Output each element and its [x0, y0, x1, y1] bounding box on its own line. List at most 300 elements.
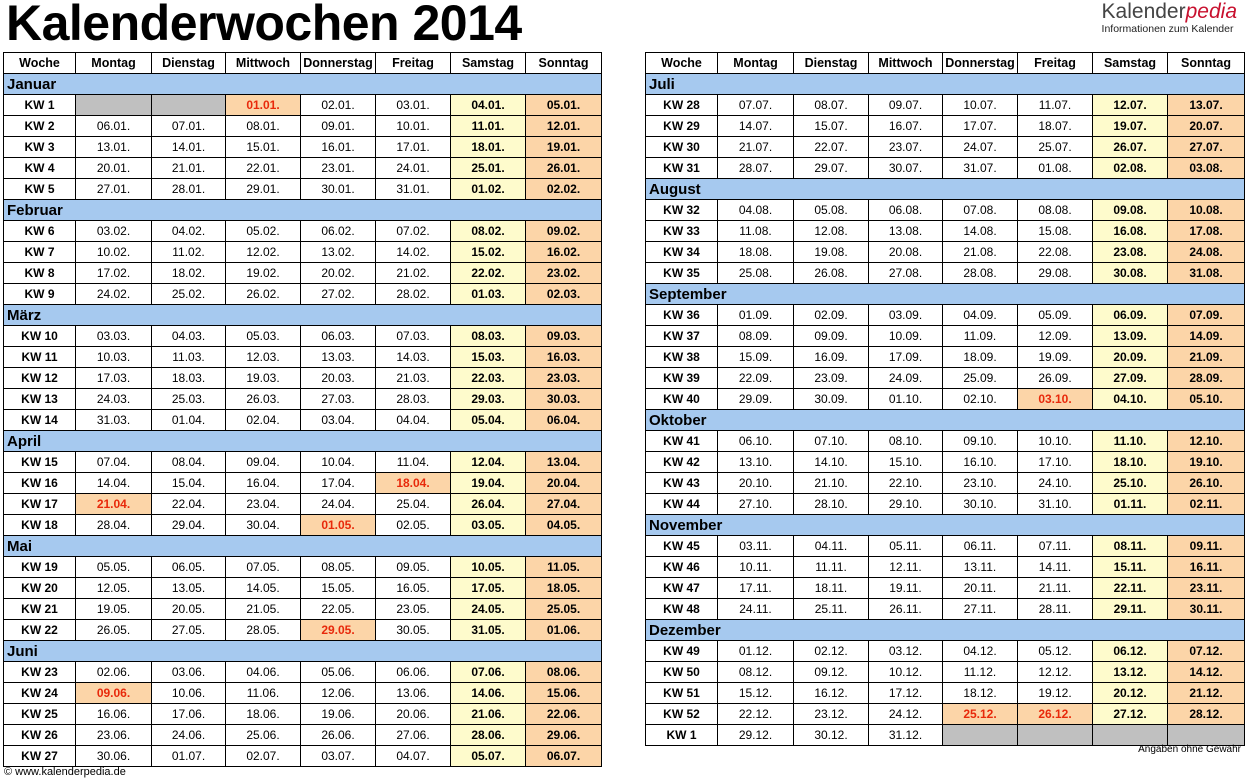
day-cell: 15.05. [301, 578, 376, 599]
week-row [4, 137, 602, 158]
day-cell: 03.06. [152, 662, 226, 683]
day-cell: 03.07. [301, 746, 376, 767]
day-cell: 09.01. [301, 116, 376, 137]
sunday-cell: 23.11. [1168, 578, 1245, 599]
saturday-cell: 20.12. [1093, 683, 1168, 704]
day-cell: 19.09. [1018, 347, 1093, 368]
sunday-cell: 27.07. [1168, 137, 1245, 158]
day-cell: 03.02. [76, 221, 152, 242]
day-cell: 01.10. [869, 389, 943, 410]
month-row [4, 74, 602, 95]
sunday-cell: 09.11. [1168, 536, 1245, 557]
month-label: November [646, 515, 1245, 536]
day-cell: 24.04. [301, 494, 376, 515]
saturday-cell: 18.01. [451, 137, 526, 158]
day-cell: 24.03. [76, 389, 152, 410]
saturday-cell: 18.10. [1093, 452, 1168, 473]
empty-cell [76, 95, 152, 116]
day-cell: 18.06. [226, 704, 301, 725]
sunday-cell: 07.12. [1168, 641, 1245, 662]
week-row [4, 326, 602, 347]
month-label: September [646, 284, 1245, 305]
day-cell: 29.08. [1018, 263, 1093, 284]
day-cell: 26.09. [1018, 368, 1093, 389]
day-cell: 04.06. [226, 662, 301, 683]
sunday-cell: 23.03. [526, 368, 602, 389]
day-cell: 04.03. [152, 326, 226, 347]
day-cell: 20.05. [152, 599, 226, 620]
column-header: Sonntag [1168, 53, 1245, 74]
day-cell: 14.04. [76, 473, 152, 494]
day-cell: 25.02. [152, 284, 226, 305]
day-cell: 01.07. [152, 746, 226, 767]
day-cell: 16.06. [76, 704, 152, 725]
day-cell: 09.10. [943, 431, 1018, 452]
saturday-cell: 08.02. [451, 221, 526, 242]
day-cell: 18.11. [794, 578, 869, 599]
holiday-cell: 09.06. [76, 683, 152, 704]
day-cell: 15.10. [869, 452, 943, 473]
day-cell: 31.10. [1018, 494, 1093, 515]
day-cell: 30.06. [76, 746, 152, 767]
day-cell: 22.05. [301, 599, 376, 620]
week-number: KW 46 [646, 557, 718, 578]
week-number: KW 50 [646, 662, 718, 683]
week-number: KW 5 [4, 179, 76, 200]
sunday-cell: 18.05. [526, 578, 602, 599]
day-cell: 05.11. [869, 536, 943, 557]
saturday-cell: 01.02. [451, 179, 526, 200]
day-cell: 16.01. [301, 137, 376, 158]
day-cell: 13.08. [869, 221, 943, 242]
day-cell: 08.05. [301, 557, 376, 578]
calendar-table-right [645, 52, 1245, 746]
week-row [4, 116, 602, 137]
sunday-cell: 24.08. [1168, 242, 1245, 263]
saturday-cell: 23.08. [1093, 242, 1168, 263]
sunday-cell: 02.03. [526, 284, 602, 305]
week-number: KW 35 [646, 263, 718, 284]
week-row [646, 242, 1245, 263]
day-cell: 30.05. [376, 620, 451, 641]
week-number: KW 30 [646, 137, 718, 158]
saturday-cell: 25.10. [1093, 473, 1168, 494]
week-row [4, 473, 602, 494]
day-cell: 18.08. [718, 242, 794, 263]
day-cell: 07.02. [376, 221, 451, 242]
saturday-cell: 04.10. [1093, 389, 1168, 410]
sunday-cell: 19.01. [526, 137, 602, 158]
month-label: Februar [4, 200, 602, 221]
saturday-cell: 30.08. [1093, 263, 1168, 284]
week-row [646, 200, 1245, 221]
sunday-cell: 10.08. [1168, 200, 1245, 221]
day-cell: 17.11. [718, 578, 794, 599]
day-cell: 15.04. [152, 473, 226, 494]
month-row [4, 200, 602, 221]
day-cell: 12.05. [76, 578, 152, 599]
week-row [4, 158, 602, 179]
week-row [4, 494, 602, 515]
day-cell: 28.05. [226, 620, 301, 641]
column-header: Dienstag [794, 53, 869, 74]
day-cell: 21.05. [226, 599, 301, 620]
day-cell: 15.09. [718, 347, 794, 368]
day-cell: 07.11. [1018, 536, 1093, 557]
day-cell: 22.10. [869, 473, 943, 494]
day-cell: 17.03. [76, 368, 152, 389]
day-cell: 22.08. [1018, 242, 1093, 263]
week-row [646, 473, 1245, 494]
day-cell: 16.10. [943, 452, 1018, 473]
week-number: KW 49 [646, 641, 718, 662]
sunday-cell: 13.07. [1168, 95, 1245, 116]
day-cell: 17.09. [869, 347, 943, 368]
empty-cell [1093, 725, 1168, 746]
day-cell: 16.12. [794, 683, 869, 704]
day-cell: 27.01. [76, 179, 152, 200]
day-cell: 10.09. [869, 326, 943, 347]
saturday-cell: 15.02. [451, 242, 526, 263]
column-header: Freitag [376, 53, 451, 74]
week-row [4, 515, 602, 536]
day-cell: 14.01. [152, 137, 226, 158]
day-cell: 23.07. [869, 137, 943, 158]
day-cell: 20.10. [718, 473, 794, 494]
sunday-cell: 07.09. [1168, 305, 1245, 326]
sunday-cell: 21.09. [1168, 347, 1245, 368]
day-cell: 11.07. [1018, 95, 1093, 116]
day-cell: 30.10. [943, 494, 1018, 515]
week-row [646, 641, 1245, 662]
brand-logo[interactable] [1102, 0, 1237, 35]
saturday-cell: 27.09. [1093, 368, 1168, 389]
day-cell: 08.12. [718, 662, 794, 683]
day-cell: 27.08. [869, 263, 943, 284]
day-cell: 11.02. [152, 242, 226, 263]
day-cell: 17.02. [76, 263, 152, 284]
month-row [4, 305, 602, 326]
day-cell: 15.12. [718, 683, 794, 704]
week-row [4, 389, 602, 410]
week-row [4, 599, 602, 620]
day-cell: 09.07. [869, 95, 943, 116]
day-cell: 22.09. [718, 368, 794, 389]
column-header: Sonntag [526, 53, 602, 74]
day-cell: 02.01. [301, 95, 376, 116]
day-cell: 23.04. [226, 494, 301, 515]
day-cell: 30.04. [226, 515, 301, 536]
day-cell: 31.01. [376, 179, 451, 200]
day-cell: 28.03. [376, 389, 451, 410]
saturday-cell: 06.12. [1093, 641, 1168, 662]
sunday-cell: 28.09. [1168, 368, 1245, 389]
week-row [4, 746, 602, 767]
day-cell: 04.12. [943, 641, 1018, 662]
day-cell: 12.11. [869, 557, 943, 578]
column-header: Mittwoch [869, 53, 943, 74]
week-number: KW 32 [646, 200, 718, 221]
day-cell: 28.08. [943, 263, 1018, 284]
day-cell: 28.07. [718, 158, 794, 179]
week-row [4, 242, 602, 263]
day-cell: 01.08. [1018, 158, 1093, 179]
saturday-cell: 14.06. [451, 683, 526, 704]
week-number: KW 51 [646, 683, 718, 704]
week-number: KW 17 [4, 494, 76, 515]
day-cell: 09.04. [226, 452, 301, 473]
day-cell: 02.12. [794, 641, 869, 662]
day-cell: 06.01. [76, 116, 152, 137]
month-label: Dezember [646, 620, 1245, 641]
day-cell: 21.11. [1018, 578, 1093, 599]
day-cell: 26.08. [794, 263, 869, 284]
day-cell: 22.07. [794, 137, 869, 158]
day-cell: 24.09. [869, 368, 943, 389]
week-row [646, 95, 1245, 116]
week-number: KW 41 [646, 431, 718, 452]
day-cell: 23.12. [794, 704, 869, 725]
month-row [646, 515, 1245, 536]
day-cell: 13.05. [152, 578, 226, 599]
day-cell: 01.09. [718, 305, 794, 326]
month-label: April [4, 431, 602, 452]
week-row [646, 578, 1245, 599]
week-number: KW 15 [4, 452, 76, 473]
saturday-cell: 22.03. [451, 368, 526, 389]
day-cell: 24.12. [869, 704, 943, 725]
week-number: KW 13 [4, 389, 76, 410]
sunday-cell: 20.04. [526, 473, 602, 494]
day-cell: 03.11. [718, 536, 794, 557]
column-header: Woche [646, 53, 718, 74]
week-number: KW 44 [646, 494, 718, 515]
week-row [646, 137, 1245, 158]
saturday-cell: 25.01. [451, 158, 526, 179]
day-cell: 05.08. [794, 200, 869, 221]
saturday-cell: 12.04. [451, 452, 526, 473]
day-cell: 10.03. [76, 347, 152, 368]
week-number: KW 39 [646, 368, 718, 389]
footer-copyright[interactable]: © www.kalenderpedia.de [4, 766, 126, 778]
saturday-cell: 08.03. [451, 326, 526, 347]
week-number: KW 22 [4, 620, 76, 641]
day-cell: 10.06. [152, 683, 226, 704]
day-cell: 22.01. [226, 158, 301, 179]
sunday-cell: 08.06. [526, 662, 602, 683]
saturday-cell: 01.11. [1093, 494, 1168, 515]
day-cell: 02.05. [376, 515, 451, 536]
saturday-cell: 15.11. [1093, 557, 1168, 578]
week-row [4, 410, 602, 431]
day-cell: 30.12. [794, 725, 869, 746]
day-cell: 21.01. [152, 158, 226, 179]
day-cell: 17.10. [1018, 452, 1093, 473]
month-label: Januar [4, 74, 602, 95]
column-header: Mittwoch [226, 53, 301, 74]
week-number: KW 12 [4, 368, 76, 389]
week-number: KW 26 [4, 725, 76, 746]
sunday-cell: 04.05. [526, 515, 602, 536]
week-row [646, 725, 1245, 746]
sunday-cell: 19.10. [1168, 452, 1245, 473]
saturday-cell: 22.02. [451, 263, 526, 284]
week-number: KW 48 [646, 599, 718, 620]
day-cell: 13.11. [943, 557, 1018, 578]
day-cell: 11.04. [376, 452, 451, 473]
column-header: Montag [76, 53, 152, 74]
day-cell: 31.03. [76, 410, 152, 431]
day-cell: 02.07. [226, 746, 301, 767]
sunday-cell: 30.03. [526, 389, 602, 410]
day-cell: 08.07. [794, 95, 869, 116]
day-cell: 29.12. [718, 725, 794, 746]
day-cell: 02.09. [794, 305, 869, 326]
day-cell: 29.09. [718, 389, 794, 410]
saturday-cell: 07.06. [451, 662, 526, 683]
saturday-cell: 11.01. [451, 116, 526, 137]
month-row [646, 410, 1245, 431]
day-cell: 10.04. [301, 452, 376, 473]
day-cell: 04.09. [943, 305, 1018, 326]
column-header: Dienstag [152, 53, 226, 74]
week-row [646, 494, 1245, 515]
day-cell: 26.11. [869, 599, 943, 620]
day-cell: 11.03. [152, 347, 226, 368]
week-number: KW 34 [646, 242, 718, 263]
week-number: KW 20 [4, 578, 76, 599]
day-cell: 25.09. [943, 368, 1018, 389]
empty-cell [1018, 725, 1093, 746]
day-cell: 19.03. [226, 368, 301, 389]
day-cell: 29.10. [869, 494, 943, 515]
sunday-cell: 15.06. [526, 683, 602, 704]
day-cell: 07.05. [226, 557, 301, 578]
day-cell: 01.04. [152, 410, 226, 431]
day-cell: 23.05. [376, 599, 451, 620]
column-header: Donnerstag [301, 53, 376, 74]
column-header: Samstag [451, 53, 526, 74]
week-number: KW 10 [4, 326, 76, 347]
sunday-cell: 05.10. [1168, 389, 1245, 410]
saturday-cell: 04.01. [451, 95, 526, 116]
holiday-cell: 29.05. [301, 620, 376, 641]
day-cell: 31.07. [943, 158, 1018, 179]
day-cell: 06.10. [718, 431, 794, 452]
day-cell: 17.12. [869, 683, 943, 704]
day-cell: 20.01. [76, 158, 152, 179]
day-cell: 08.04. [152, 452, 226, 473]
day-cell: 19.05. [76, 599, 152, 620]
column-header: Samstag [1093, 53, 1168, 74]
week-number: KW 29 [646, 116, 718, 137]
saturday-cell: 29.11. [1093, 599, 1168, 620]
day-cell: 23.06. [76, 725, 152, 746]
day-cell: 05.12. [1018, 641, 1093, 662]
saturday-cell: 12.07. [1093, 95, 1168, 116]
day-cell: 29.01. [226, 179, 301, 200]
day-cell: 19.12. [1018, 683, 1093, 704]
week-number: KW 18 [4, 515, 76, 536]
day-cell: 26.06. [301, 725, 376, 746]
day-cell: 03.04. [301, 410, 376, 431]
day-cell: 27.05. [152, 620, 226, 641]
week-number: KW 2 [4, 116, 76, 137]
saturday-cell: 20.09. [1093, 347, 1168, 368]
sunday-cell: 11.05. [526, 557, 602, 578]
week-number: KW 43 [646, 473, 718, 494]
week-row [646, 536, 1245, 557]
day-cell: 08.01. [226, 116, 301, 137]
sunday-cell: 29.06. [526, 725, 602, 746]
day-cell: 03.12. [869, 641, 943, 662]
week-row [4, 284, 602, 305]
day-cell: 10.01. [376, 116, 451, 137]
saturday-cell: 01.03. [451, 284, 526, 305]
day-cell: 19.02. [226, 263, 301, 284]
column-header: Donnerstag [943, 53, 1018, 74]
sunday-cell: 06.04. [526, 410, 602, 431]
day-cell: 25.07. [1018, 137, 1093, 158]
day-cell: 06.08. [869, 200, 943, 221]
day-cell: 09.12. [794, 662, 869, 683]
day-cell: 07.08. [943, 200, 1018, 221]
day-cell: 14.05. [226, 578, 301, 599]
week-row [646, 599, 1245, 620]
sunday-cell: 31.08. [1168, 263, 1245, 284]
week-number: KW 3 [4, 137, 76, 158]
saturday-cell: 13.09. [1093, 326, 1168, 347]
day-cell: 11.11. [794, 557, 869, 578]
sunday-cell: 12.10. [1168, 431, 1245, 452]
day-cell: 28.02. [376, 284, 451, 305]
day-cell: 08.10. [869, 431, 943, 452]
day-cell: 06.11. [943, 536, 1018, 557]
week-number: KW 38 [646, 347, 718, 368]
column-header: Freitag [1018, 53, 1093, 74]
holiday-cell: 25.12. [943, 704, 1018, 725]
sunday-cell: 01.06. [526, 620, 602, 641]
day-cell: 02.06. [76, 662, 152, 683]
day-cell: 24.06. [152, 725, 226, 746]
day-cell: 05.06. [301, 662, 376, 683]
week-row [646, 158, 1245, 179]
saturday-cell: 27.12. [1093, 704, 1168, 725]
day-cell: 31.12. [869, 725, 943, 746]
day-cell: 17.01. [376, 137, 451, 158]
day-cell: 16.09. [794, 347, 869, 368]
sunday-cell: 17.08. [1168, 221, 1245, 242]
week-number: KW 4 [4, 158, 76, 179]
day-cell: 07.07. [718, 95, 794, 116]
week-number: KW 8 [4, 263, 76, 284]
week-row [4, 578, 602, 599]
day-cell: 27.02. [301, 284, 376, 305]
sunday-cell: 09.02. [526, 221, 602, 242]
week-number: KW 11 [4, 347, 76, 368]
week-row [646, 683, 1245, 704]
week-row [646, 662, 1245, 683]
empty-cell [1168, 725, 1245, 746]
day-cell: 26.05. [76, 620, 152, 641]
day-cell: 27.10. [718, 494, 794, 515]
month-row [4, 431, 602, 452]
week-number: KW 21 [4, 599, 76, 620]
week-row [4, 620, 602, 641]
day-cell: 02.04. [226, 410, 301, 431]
day-cell: 21.03. [376, 368, 451, 389]
day-cell: 30.01. [301, 179, 376, 200]
